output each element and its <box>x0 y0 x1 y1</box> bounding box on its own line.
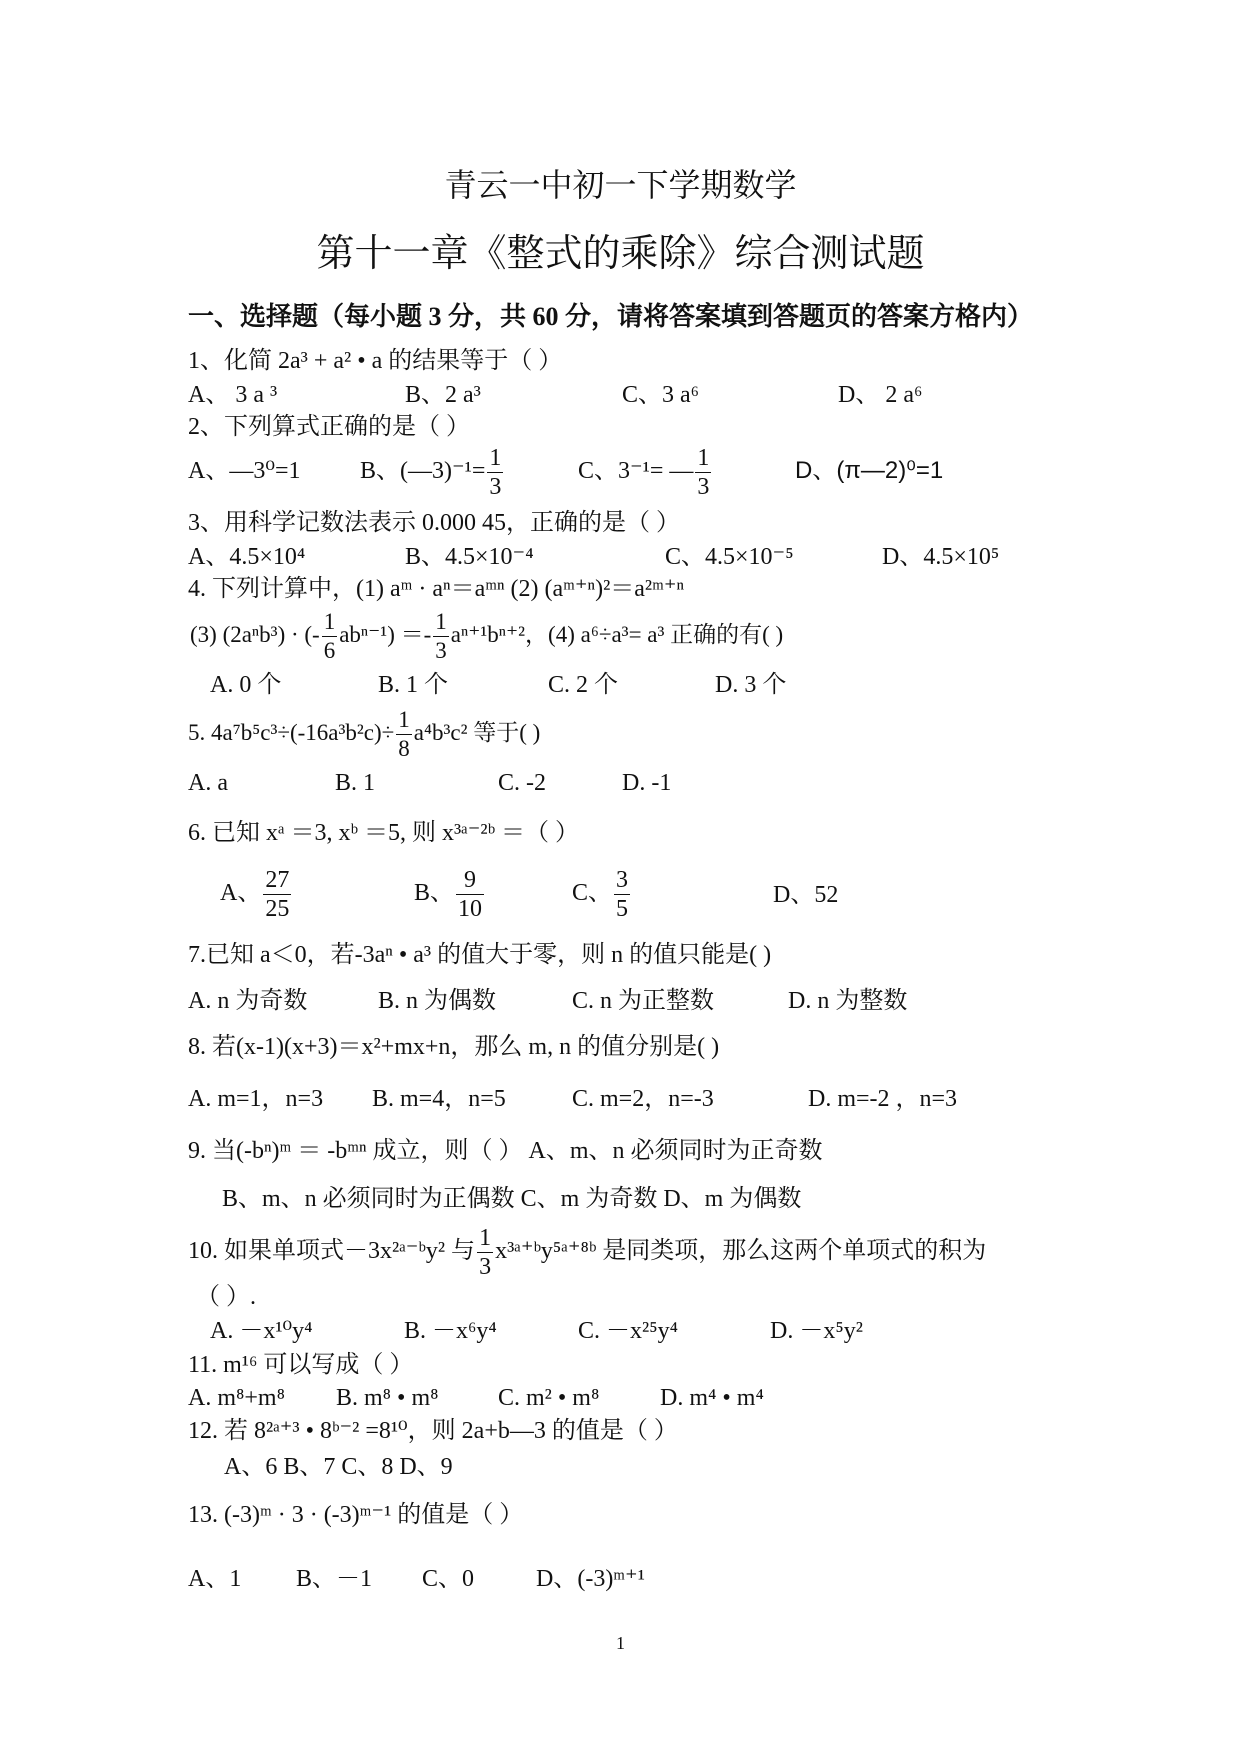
question-10-option-a: A. －x¹⁰y⁴ <box>210 1318 313 1344</box>
question-6-option-c-label: C、 <box>572 880 613 907</box>
fraction <box>695 444 711 501</box>
question-13-option-b: B、－1 <box>296 1566 373 1592</box>
question-10-option-b: B. －x⁶y⁴ <box>404 1318 497 1344</box>
fraction-denominator: 10 <box>458 896 483 922</box>
question-5-stem <box>188 706 540 763</box>
question-2-option-c-label: C、3⁻¹= — <box>578 458 694 485</box>
fraction <box>614 866 630 923</box>
fraction-numerator: 1 <box>396 706 412 735</box>
question-13-stem: 13. (-3)ᵐ · 3 · (-3)ᵐ⁻¹ 的值是（ ） <box>188 1502 524 1528</box>
question-2-option-a: A、—3⁰=1 <box>188 458 301 484</box>
question-4-part-4: aⁿ⁺¹bⁿ⁺²，(4) a⁶÷a³= a³ 正确的有( ) <box>450 621 784 647</box>
question-7-option-d: D. n 为整数 <box>788 988 908 1014</box>
fraction-numerator: 9 <box>456 866 484 895</box>
question-4-stem: 4. 下列计算中，(1) aᵐ · aⁿ＝aᵐⁿ (2) (aᵐ⁺ⁿ)²＝a²ᵐ⁺ⁿ <box>188 576 685 602</box>
question-5-option-d: D. -1 <box>622 770 672 796</box>
question-4-option-b: B. 1 个 <box>378 672 449 698</box>
fraction-denominator: 3 <box>697 474 710 500</box>
question-3-option-c: C、4.5×10⁻⁵ <box>665 544 794 570</box>
question-2-stem: 2、下列算式正确的是（ ） <box>188 414 470 440</box>
question-8-stem: 8. 若(x-1)(x+3)＝x²+mx+n，那么 m, n 的值分别是( ) <box>188 1034 720 1060</box>
fraction <box>456 866 484 923</box>
question-4-option-c: C. 2 个 <box>548 672 619 698</box>
question-8-option-b: B. m=4，n=5 <box>372 1086 506 1112</box>
question-4-part-3-mid: abⁿ⁻¹) ＝- <box>339 621 432 647</box>
question-5-option-b: B. 1 <box>335 770 376 796</box>
question-11-option-a: A. m⁸+m⁸ <box>188 1385 285 1411</box>
question-5-expression-end: a⁴b³c² 等于( ) <box>413 719 541 745</box>
question-7-option-b: B. n 为偶数 <box>378 988 497 1014</box>
fraction-numerator: 27 <box>265 867 290 893</box>
question-10-option-c: C. －x²⁵y⁴ <box>578 1318 678 1344</box>
question-7-stem: 7.已知 a＜0，若-3aⁿ • a³ 的值大于零，则 n 的值只能是( ) <box>188 942 772 968</box>
fraction-numerator: 3 <box>616 867 629 893</box>
question-2-option-b <box>360 444 505 501</box>
page-title: 第十一章《整式的乘除》综合测试题 <box>316 233 925 275</box>
question-11-option-b: B. m⁸ • m⁸ <box>336 1385 439 1411</box>
question-5-expression: 5. 4a⁷b⁵c³÷(-16a³b²c)÷ <box>188 719 395 745</box>
fraction-denominator: 6 <box>323 638 336 663</box>
fraction-numerator: 1 <box>697 445 710 471</box>
question-6-option-c <box>572 866 632 923</box>
question-1-option-d: D、 2 a⁶ <box>838 382 923 408</box>
question-10-stem <box>188 1224 986 1281</box>
question-13-option-a: A、1 <box>188 1566 242 1592</box>
school-title: 青云一中初一下学期数学 <box>444 167 797 203</box>
question-2-option-b-label: B、(—3)⁻¹= <box>360 458 486 485</box>
question-7-option-a: A. n 为奇数 <box>188 988 308 1014</box>
question-4-line-2 <box>190 608 783 665</box>
question-3-option-a: A、4.5×10⁴ <box>188 544 306 570</box>
section-heading: 一、选择题（每小题 3 分，共 60 分，请将答案填到答题页的答案方格内） <box>188 302 1034 331</box>
fraction-numerator: 1 <box>479 1225 492 1251</box>
fraction-denominator: 3 <box>479 1254 492 1280</box>
question-2-option-d: D、(π—2)⁰=1 <box>795 457 944 484</box>
question-10-option-d: D. －x⁵y² <box>770 1318 863 1344</box>
question-10-stem-start: 10. 如果单项式－3x²ᵃ⁻ᵇy² 与 <box>188 1238 476 1265</box>
fraction-numerator: 1 <box>489 445 502 471</box>
question-6-option-b <box>414 866 486 923</box>
question-2-option-c <box>578 444 713 501</box>
question-11-stem: 11. m¹⁶ 可以写成（ ） <box>188 1352 414 1378</box>
fraction <box>487 444 503 501</box>
fraction <box>322 608 338 665</box>
question-12-stem: 12. 若 8²ᵃ⁺³ • 8ᵇ⁻² =8¹⁰，则 2a+b—3 的值是（ ） <box>188 1418 678 1444</box>
question-9-stem: 9. 当(-bⁿ)ᵐ ＝ -bᵐⁿ 成立，则（ ） A、m、n 必须同时为正奇数 <box>188 1138 823 1164</box>
question-1-stem: 1、化简 2a³ + a² • a 的结果等于（ ） <box>188 348 563 374</box>
question-3-stem: 3、用科学记数法表示 0.000 45，正确的是（ ） <box>188 510 680 536</box>
question-11-option-c: C. m² • m⁸ <box>498 1385 600 1411</box>
question-3-option-b: B、4.5×10⁻⁴ <box>405 544 534 570</box>
question-6-stem: 6. 已知 xᵃ ＝3, xᵇ ＝5, 则 x³ᵃ⁻²ᵇ ＝（ ） <box>188 820 580 846</box>
question-7-option-c: C. n 为正整数 <box>572 988 715 1014</box>
question-8-option-a: A. m=1，n=3 <box>188 1086 324 1112</box>
question-4-part-3: (3) (2aⁿb³) · (- <box>190 621 320 647</box>
question-6-option-b-label: B、 <box>414 880 455 907</box>
question-1-option-a: A、 3 a ³ <box>188 382 278 408</box>
question-8-option-c: C. m=2，n=-3 <box>572 1086 714 1112</box>
question-6-option-a-label: A、 <box>220 880 262 907</box>
page-number: 1 <box>616 1633 625 1653</box>
question-13-option-d: D、(-3)ᵐ⁺¹ <box>536 1566 645 1592</box>
fraction <box>433 608 449 665</box>
question-11-option-d: D. m⁴ • m⁴ <box>660 1385 764 1411</box>
question-5-option-a: A. a <box>188 770 228 796</box>
question-4-option-d: D. 3 个 <box>715 672 787 698</box>
question-3-option-d: D、4.5×10⁵ <box>882 544 1000 570</box>
question-8-option-d: D. m=-2 ，n=3 <box>808 1086 958 1112</box>
fraction <box>477 1224 493 1281</box>
question-1-option-b: B、2 a³ <box>405 382 481 408</box>
question-4-option-a: A. 0 个 <box>210 672 282 698</box>
fraction-denominator: 3 <box>435 638 447 663</box>
question-10-answer-paren: （ ）. <box>196 1284 256 1310</box>
fraction-denominator: 8 <box>398 736 410 761</box>
question-6-option-a <box>220 866 293 923</box>
question-9-options: B、m、n 必须同时为正偶数 C、m 为奇数 D、m 为偶数 <box>222 1186 802 1212</box>
question-10-stem-end: x³ᵃ⁺ᵇy⁵ᵃ⁺⁸ᵇ 是同类项，那么这两个单项式的积为 <box>495 1238 987 1265</box>
fraction-denominator: 5 <box>616 896 629 922</box>
question-5-option-c: C. -2 <box>498 770 546 796</box>
question-6-option-d: D、52 <box>773 882 839 908</box>
fraction <box>396 706 412 763</box>
question-1-option-c: C、3 a⁶ <box>622 382 700 408</box>
question-13-option-c: C、0 <box>422 1566 475 1592</box>
question-12-options: A、6 B、7 C、8 D、9 <box>224 1454 453 1480</box>
fraction-numerator: 1 <box>322 608 338 637</box>
fraction-denominator: 3 <box>489 474 502 500</box>
fraction-denominator: 25 <box>265 896 290 922</box>
fraction <box>263 866 291 923</box>
fraction-numerator: 1 <box>433 608 449 637</box>
